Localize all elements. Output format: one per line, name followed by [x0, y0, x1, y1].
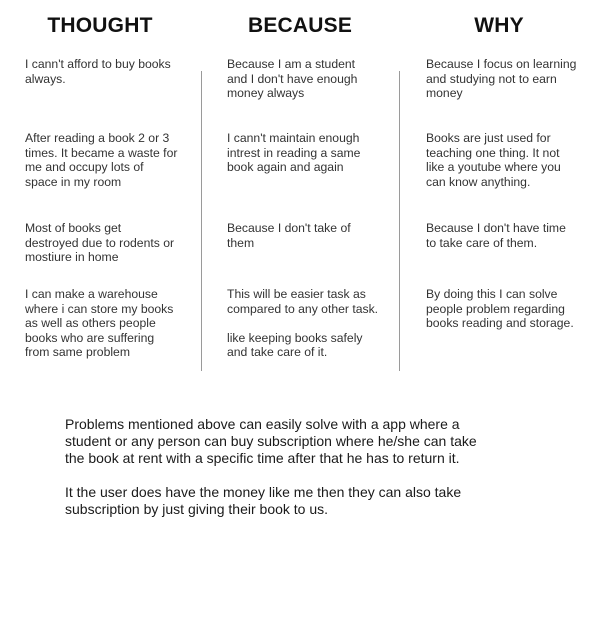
- thought-cell: I can make a warehouse where i can store my books as well as others people books who are suffering from same problem: [25, 287, 174, 360]
- column-heading-why: WHY: [474, 14, 524, 37]
- why-cell: By doing this I can solve people problem regarding books reading and storage.: [426, 287, 574, 331]
- column-heading-thought: THOUGHT: [47, 14, 153, 37]
- column-heading-because: BECAUSE: [247, 14, 353, 37]
- summary-paragraph: It the user does have the money like me then they can also take subscription by just giving their book to us.: [65, 484, 462, 517]
- why-cell: Because I don't have time to take care of them.: [426, 221, 566, 250]
- because-cell: Because I don't take of them: [227, 221, 351, 250]
- thought-cell: Most of books get destroyed due to rodents or mostiure in home: [25, 221, 175, 265]
- because-cell: I cann't maintain enough intrest in reading a same book again and again: [227, 131, 361, 175]
- why-cell: Because I focus on learning and studying not to earn money: [426, 57, 577, 101]
- thought-cell: I cann't afford to buy books always.: [25, 57, 171, 86]
- thought-cell: After reading a book 2 or 3 times. It became a waste for me and occupy lots of space in my room: [25, 131, 178, 189]
- column-divider: [201, 71, 202, 371]
- column-divider: [399, 71, 400, 371]
- summary-paragraph: Problems mentioned above can easily solve with a app where a student or any person can buy subscription where he/she can take the book at rent with a specific time after that he has to return it.: [65, 416, 477, 466]
- because-cell: This will be easier task as compared to any other task. like keeping books safely and take care of it.: [227, 287, 379, 360]
- because-cell: Because I am a student and I don't have enough money always: [227, 57, 358, 101]
- why-cell: Books are just used for teaching one thing. It not like a youtube where you can know anything.: [426, 131, 561, 189]
